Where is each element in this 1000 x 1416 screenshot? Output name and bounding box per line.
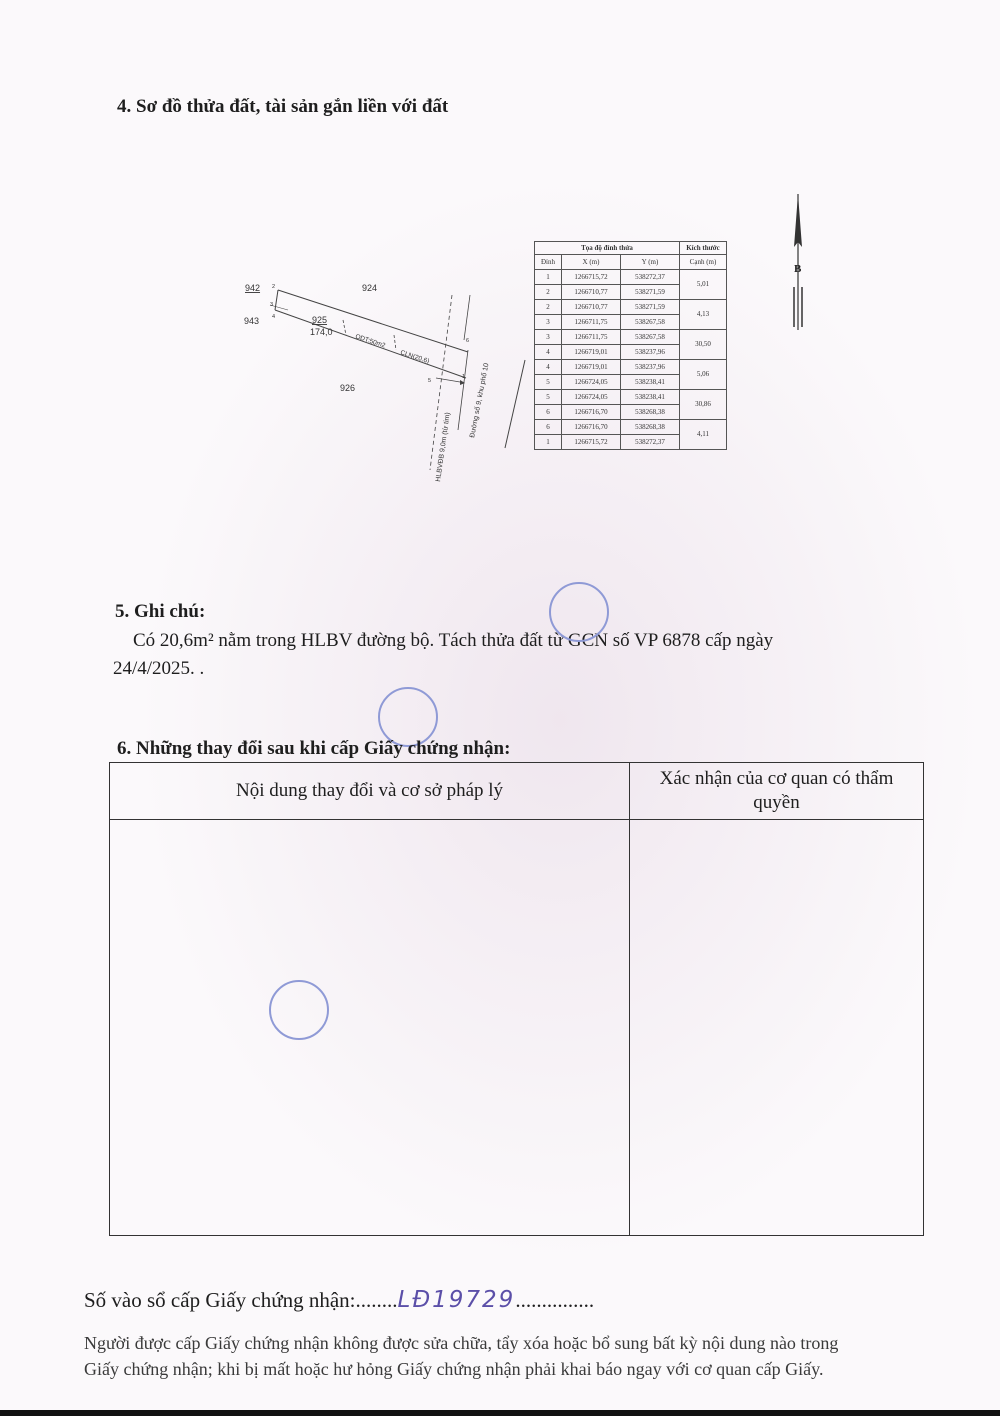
table-row: 6 1266716,70 538268,38 bbox=[535, 405, 727, 420]
table-row: 5 1266724,05 538238,41 bbox=[535, 375, 727, 390]
changes-confirmation-cell bbox=[630, 820, 924, 1236]
label-area: 174,0 bbox=[310, 327, 333, 337]
label-942: 942 bbox=[245, 283, 261, 293]
footer-line-2: Giấy chứng nhận; khi bị mất hoặc hư hỏng Giấy chứng nhận phải khai báo ngay với cơ quan cấp Giấy. bbox=[84, 1359, 824, 1379]
label-odt: ODT:50m2 bbox=[354, 333, 387, 350]
edge-length: 4,11 bbox=[680, 420, 727, 450]
registry-label: Số vào sổ cấp Giấy chứng nhận: bbox=[84, 1288, 356, 1312]
note-line-2: 24/4/2025. . bbox=[113, 658, 205, 679]
table-row: 1 1266715,72 538272,37 bbox=[535, 435, 727, 450]
label-cln: CLN(20,6) bbox=[399, 349, 431, 366]
changes-col-content: Nội dung thay đổi và cơ sở pháp lý bbox=[110, 763, 630, 820]
vertex-4: 4 bbox=[272, 314, 276, 320]
edge-length: 5,06 bbox=[680, 360, 727, 390]
edge-length: 5,01 bbox=[680, 270, 727, 300]
label-926: 926 bbox=[340, 383, 356, 393]
changes-table bbox=[109, 762, 924, 1236]
label-943: 943 bbox=[244, 316, 260, 326]
label-road: Đường số 9, khu phố 10 bbox=[469, 362, 491, 439]
table-row: 5 1266724,05 538238,41 30,86 bbox=[535, 390, 727, 405]
bottom-edge bbox=[0, 1410, 1000, 1416]
parcel-map bbox=[230, 270, 530, 490]
table-row: 6 1266716,70 538268,38 4,11 bbox=[535, 420, 727, 435]
edge-length: 4,13 bbox=[680, 300, 727, 330]
coord-header-size: Kích thước bbox=[680, 242, 727, 255]
col-x-header: X (m) bbox=[562, 255, 621, 270]
note-line-1: Có 20,6m² nằm trong HLBV đường bộ. Tách thửa đất từ GCN số VP 6878 cấp ngày bbox=[133, 630, 774, 651]
section6-title: 6. Những thay đổi sau khi cấp Giấy chứng nhận: bbox=[117, 738, 511, 759]
vertex-5: 5 bbox=[428, 378, 432, 384]
north-label: B bbox=[794, 263, 802, 275]
section4-title: 4. Sơ đồ thửa đất, tài sản gắn liền với đất bbox=[117, 96, 449, 117]
registry-line: Số vào sổ cấp Giấy chứng nhận:........LĐ19729............... bbox=[84, 1287, 595, 1313]
changes-content-cell bbox=[110, 820, 630, 1236]
coord-header-main: Tọa độ đỉnh thửa bbox=[535, 242, 680, 255]
edge-length: 30,86 bbox=[680, 390, 727, 420]
stamp-ring bbox=[549, 582, 609, 642]
vertex-6: 6 bbox=[466, 338, 470, 344]
table-row: 3 1266711,75 538267,58 30,50 bbox=[535, 330, 727, 345]
coordinate-table bbox=[534, 241, 727, 450]
table-row: 2 1266710,77 538271,59 bbox=[535, 285, 727, 300]
col-vertex-header: Đỉnh bbox=[535, 255, 562, 270]
label-hlbv: HLBVĐB 9,0m (từ tim) bbox=[435, 411, 452, 483]
table-row: 4 1266719,01 538237,96 5,06 bbox=[535, 360, 727, 375]
north-arrow-icon bbox=[788, 192, 808, 332]
col-edge-header: Cạnh (m) bbox=[680, 255, 727, 270]
changes-col-confirmation: Xác nhận của cơ quan có thẩm quyền bbox=[630, 763, 924, 820]
footer-line-1: Người được cấp Giấy chứng nhận không được sửa chữa, tẩy xóa hoặc bổ sung bất kỳ nội dung nào trong bbox=[84, 1333, 839, 1353]
table-row: 3 1266711,75 538267,58 bbox=[535, 315, 727, 330]
table-row: 2 1266710,77 538271,59 4,13 bbox=[535, 300, 727, 315]
edge-length: 30,50 bbox=[680, 330, 727, 360]
label-924: 924 bbox=[362, 283, 378, 293]
registry-number: LĐ19729 bbox=[397, 1287, 516, 1313]
footer-note bbox=[84, 1330, 964, 1382]
table-row: 4 1266719,01 538237,96 bbox=[535, 345, 727, 360]
section5-title: 5. Ghi chú: bbox=[115, 601, 206, 622]
vertex-2: 2 bbox=[272, 284, 276, 290]
table-row: 1 1266715,72 538272,37 5,01 bbox=[535, 270, 727, 285]
vertex-1: 1 bbox=[462, 374, 466, 380]
col-y-header: Y (m) bbox=[621, 255, 680, 270]
vertex-3: 3 bbox=[270, 302, 274, 308]
label-925: 925 bbox=[312, 315, 328, 325]
